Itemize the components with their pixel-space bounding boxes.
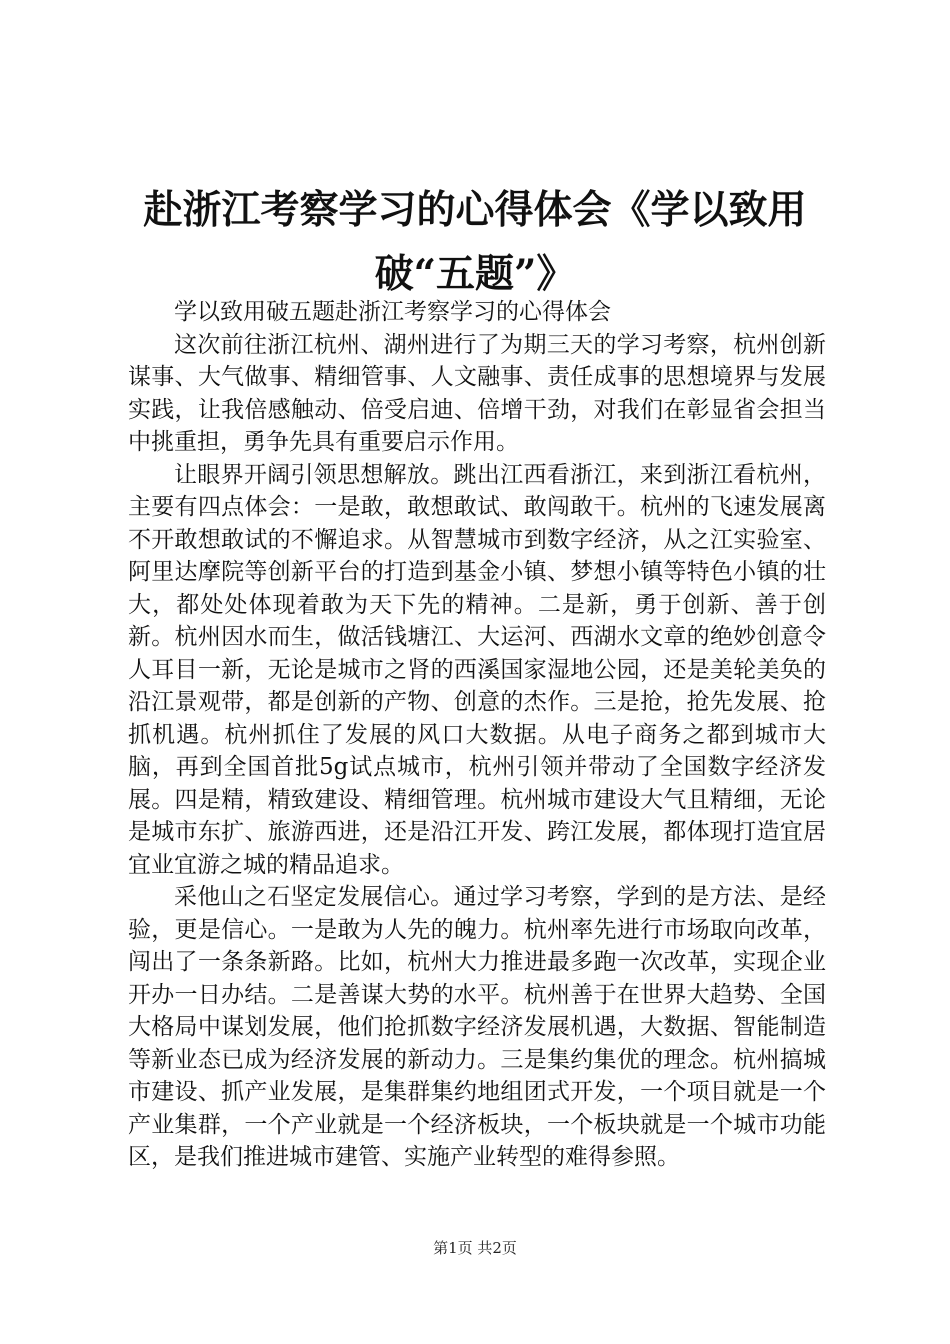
document-title: 赴浙江考察学习的心得体会《学以致用破“五题”》 [143, 187, 807, 297]
document-body [128, 296, 826, 1174]
paragraph-horizons: 让眼界开阔引领思想解放。跳出江西看浙江，来到浙江看杭州，主要有四点体会：一是敢，敢想敢试、敢闯敢干。杭州的飞速发展离不开敢想敢试的不懈追求。从智慧城市到数字经济，从之江实验室、阿里达摩院等创新平台的打造到基金小镇、梦想小镇等特色小镇的壮大，都处处体现着敢为天下先的精神。二是新，勇于创新、善于创新。杭州因水而生，做活钱塘江、大运河、西湖水文章的绝妙创意令人耳目一新，无论是城市之肾的西溪国家湿地公园，还是美轮美奂的沿江景观带，都是创新的产物、创意的杰作。三是抢，抢先发展、抢抓机遇。杭州抓住了发展的风口大数据。从电子商务之都到城市大脑，再到全国首批5g试点城市，杭州引领并带动了全国数字经济发展。四是精，精致建设、精细管理。杭州城市建设大气且精细，无论是城市东扩、旅游西进，还是沿江开发、跨江发展，都体现打造宜居宜业宜游之城的精品追求。 [128, 461, 826, 878]
paragraph-intro: 这次前往浙江杭州、湖州进行了为期三天的学习考察，杭州创新谋事、大气做事、精细管事、人文融事、责任成事的思想境界与发展实践，让我倍感触动、倍受启迪、倍增干劲，对我们在彰显省会担当中挑重担，勇争先具有重要启示作用。 [128, 331, 826, 455]
paragraph-confidence: 采他山之石坚定发展信心。通过学习考察，学到的是方法、是经验，更是信心。一是敢为人先的魄力。杭州率先进行市场取向改革，闯出了一条条新路。比如，杭州大力推进最多跑一次改革，实现企业开办一日办结。二是善谋大势的水平。杭州善于在世界大趋势、全国大格局中谋划发展，他们抢抓数字经济发展机遇，大数据、智能制造等新业态已成为经济发展的新动力。三是集约集优的理念。杭州搞城市建设、抓产业发展，是集群集约地组团式开发，一个项目就是一个产业集群，一个产业就是一个经济板块，一个板块就是一个城市功能区，是我们推进城市建管、实施产业转型的难得参照。 [128, 884, 826, 1170]
paragraph-subtitle: 学以致用破五题赴浙江考察学习的心得体会 [174, 299, 611, 325]
page-number: 第1页 共2页 [433, 1239, 517, 1257]
